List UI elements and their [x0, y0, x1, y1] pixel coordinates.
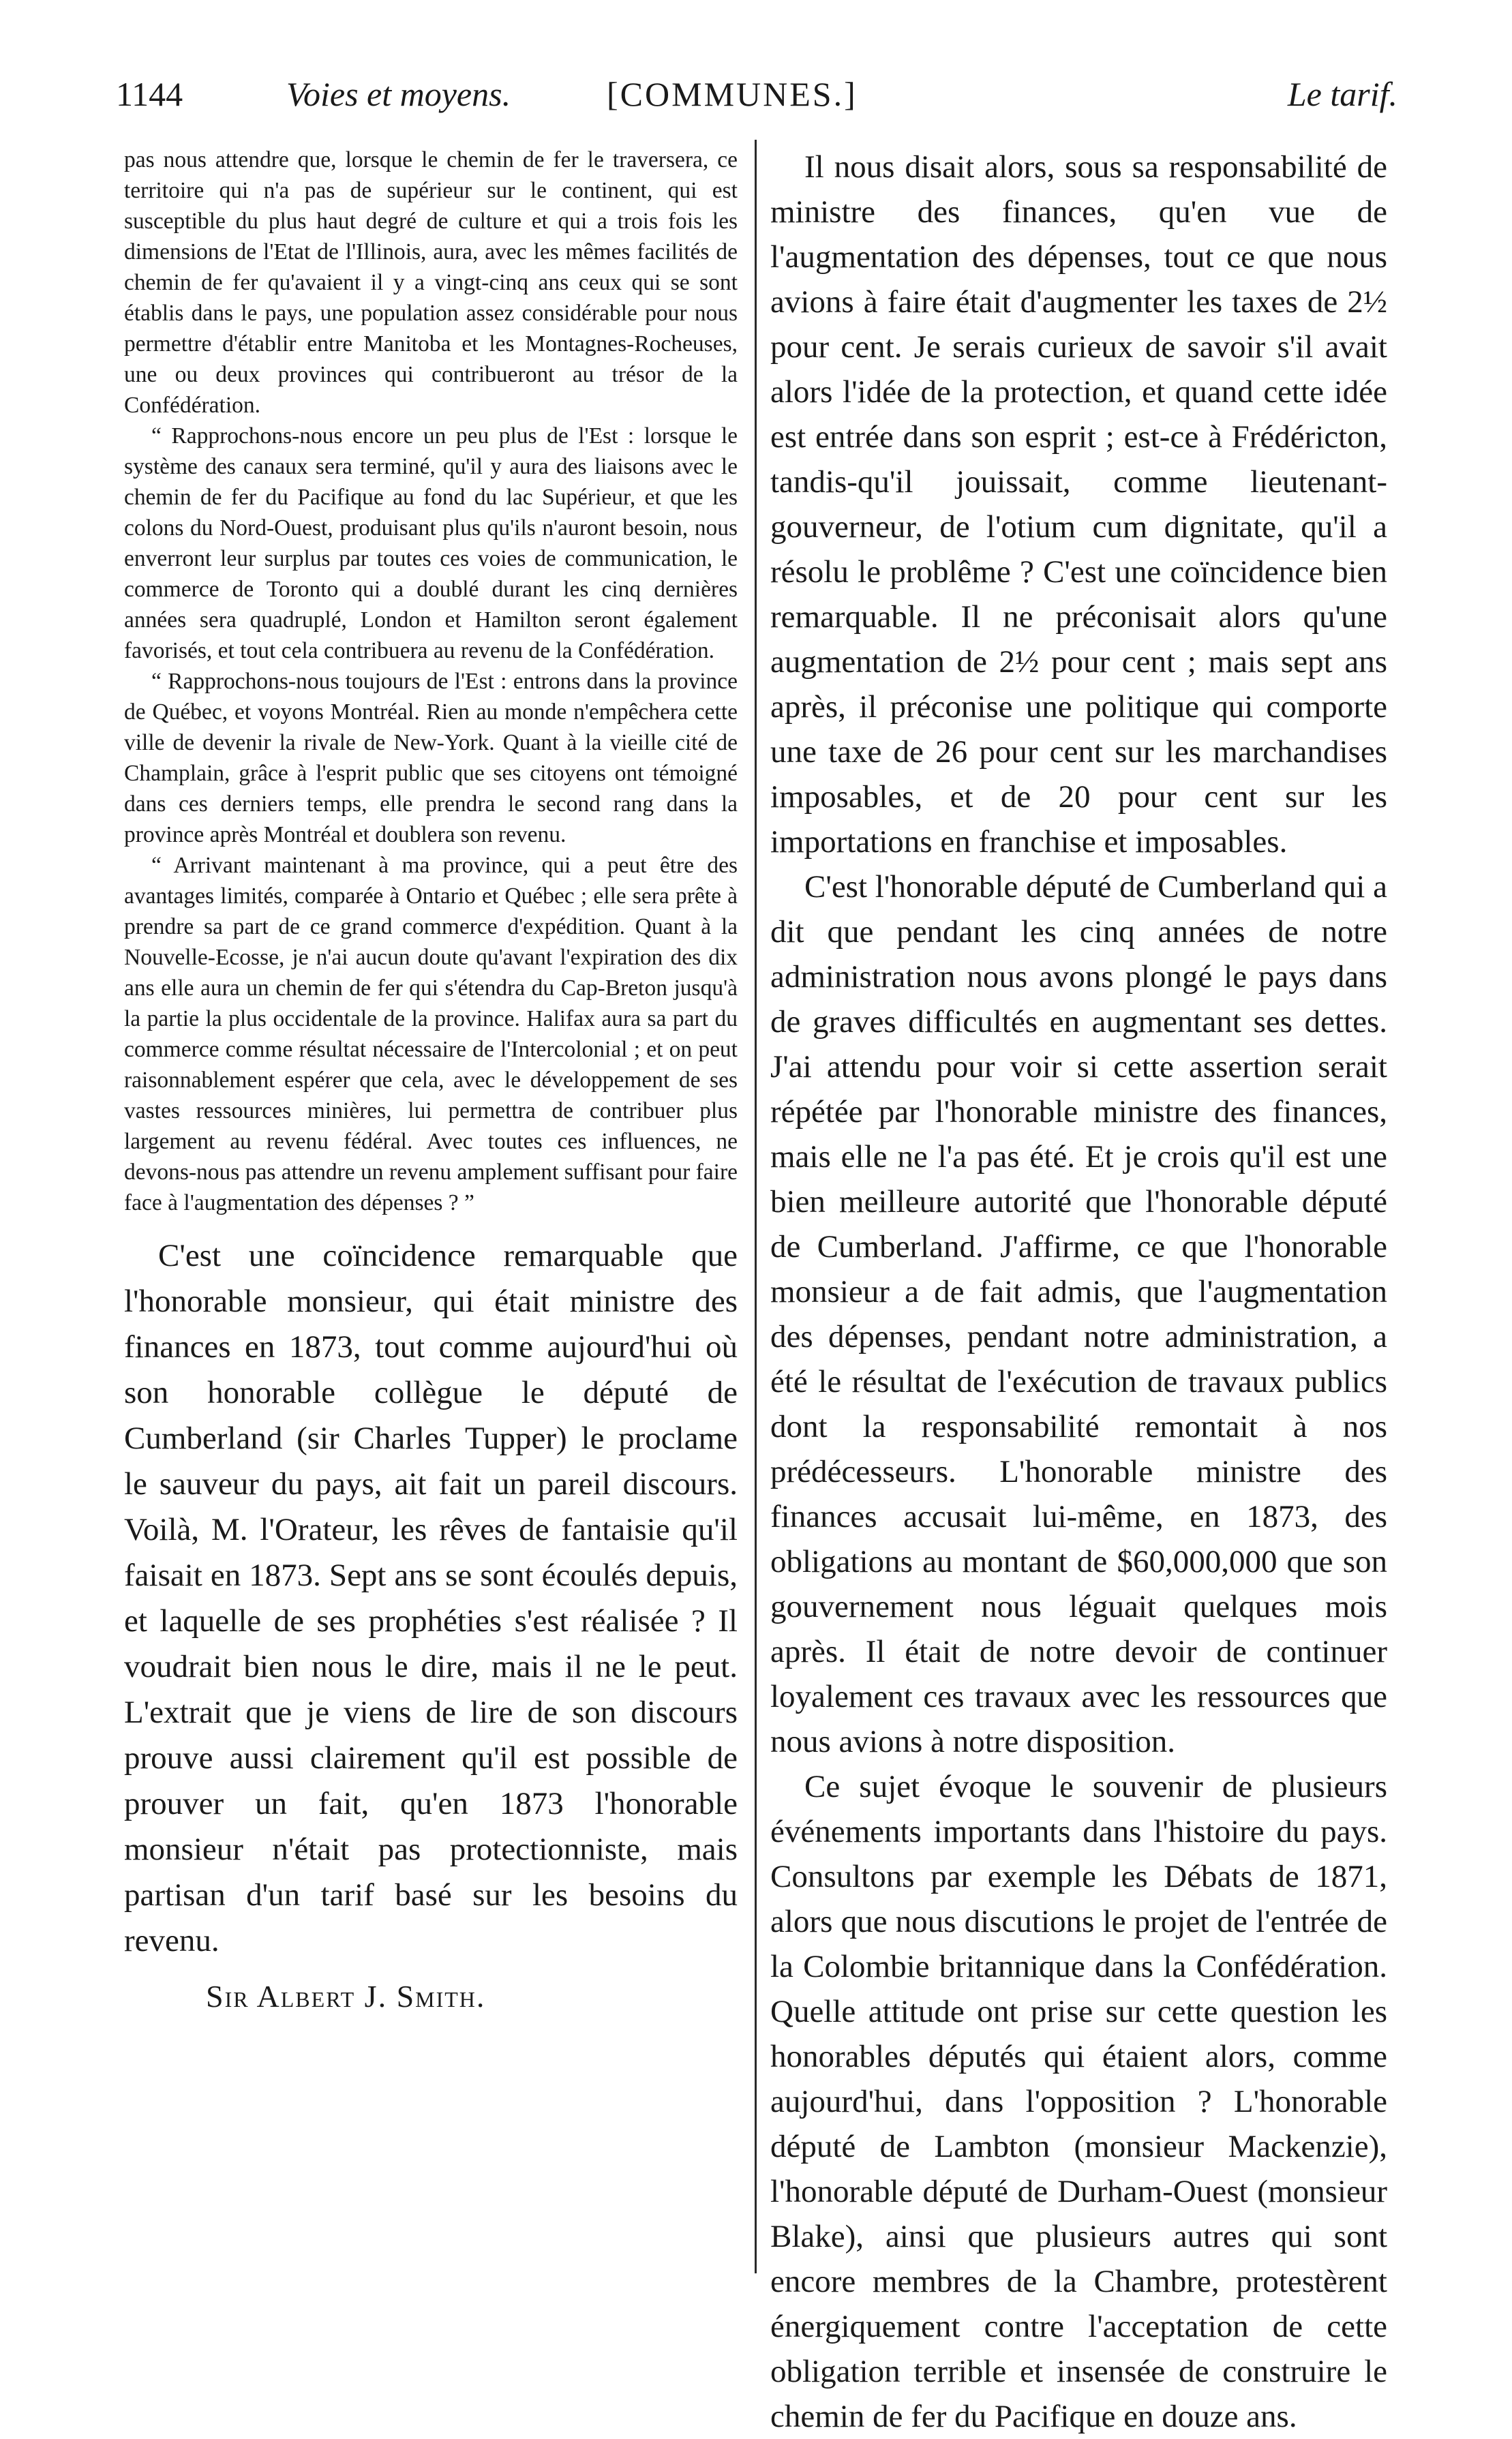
body-paragraph: C'est une coïncidence remarquable que l'honorable monsieur, qui était ministre des finances en 1873, tout comme aujourd'hui où son honorable collègue le député de Cumberland (sir Charles Tupper) le proclame le sauveur du pays, ait fait un pareil discours. Voilà, M. l'Orateur, les rêves de fantaisie qu'il faisait en 1873. Sept ans se sont écoulés depuis, et laquelle de ses prophéties s'est réalisée ? Il voudrait bien nous le dire, mais il ne le peut. L'extrait que je viens de lire de son discours prouve aussi clairement qu'il est possible de prouver un fait, qu'en 1873 l'honorable monsieur n'était pas protectionniste, mais partisan d'un tarif basé sur les besoins du revenu.: [124, 1238, 738, 1958]
speech-body: [124, 1233, 738, 1964]
column-divider: [755, 140, 757, 2273]
quote-paragraph: “ Rapprochons-nous toujours de l'Est : entrons dans la province de Québec, et voyons Montréal. Rien au monde n'empêchera cette ville de devenir la rivale de New-York. Quant à la vieille cité de Champlain, grâce à l'esprit public que ses citoyens ont témoigné dans ces derniers temps, elle prendra le second rang dans la province après Montréal et doublera son revenu.: [124, 669, 738, 847]
right-column: [770, 145, 1387, 2439]
section-title: Voies et moyens.: [286, 75, 511, 113]
body-paragraph: Ce sujet évoque le souvenir de plusieurs événements importants dans l'histoire du pays. Consultons par exemple les Débats de 1871, alors que nous discutions le projet de l'entrée de la Colombie britannique dans la Confédération. Quelle attitude ont prise sur cette question les honorables députés qui étaient alors, comme aujourd'hui, dans l'opposition ? L'honorable député de Lambton (monsieur Mackenzie), l'honorable député de Durham-Ouest (monsieur Blake), ainsi que plusieurs autres qui sont encore membres de la Chambre, protestèrent énergiquement contre l'acceptation de cette obligation terrible et insensée de construire le chemin de fer du Pacifique en douze ans.: [770, 1769, 1387, 2434]
body-paragraph: Il nous disait alors, sous sa responsabilité de ministre des finances, qu'en vue de l'augmentation des dépenses, tout ce que nous avions à faire était d'augmenter les taxes de 2½ pour cent. Je serais curieux de savoir s'il avait alors l'idée de la protection, et quand cette idée est entrée dans son esprit ; est-ce à Frédéricton, tandis-qu'il jouissait, comme lieutenant-gouverneur, de l'otium cum dignitate, qu'il a résolu le problême ? C'est une coïncidence bien remarquable. Il ne préconisait alors qu'une augmentation de 2½ pour cent ; mais sept ans après, il préconise une politique qui comporte une taxe de 26 pour cent sur les marchandises imposables, et de 20 pour cent sur les importations en franchise et imposables.: [770, 149, 1387, 860]
quote-paragraph: “ Rapprochons-nous encore un peu plus de l'Est : lorsque le système des canaux sera terminé, qu'il y aura des liaisons avec le chemin de fer du Pacifique au fond du lac Supérieur, et que les colons du Nord-Ouest, produisant plus qu'ils n'auront besoin, nous enverront leur surplus par toutes ces voies de communication, le commerce de Toronto qui a doublé durant les cinq dernières années sera quadruplé, London et Hamilton seront également favorisés, et tout cela contribuera au revenu de la Confédération.: [124, 423, 738, 663]
left-column: [124, 145, 738, 2017]
chamber-title: [COMMUNES.]: [607, 75, 858, 113]
quoted-speech: [124, 145, 738, 1218]
quote-paragraph: “ Arrivant maintenant à ma province, qui a peut être des avantages limités, comparée à Ontario et Québec ; elle sera prête à prendre sa part de ce grand commerce d'expédition. Quant à la Nouvelle-Ecosse, je n'ai aucun doute qu'avant l'expiration des dix ans elle aura un chemin de fer qui s'étendra du Cap-Breton jusqu'à la partie la plus occidentale de la province. Halifax aura sa part du commerce comme résultat nécessaire de l'Intercolonial ; et on peut raisonnablement espérer que cela, avec le développement de ses vastes ressources minières, lui permettra de contribuer plus largement au revenu fédéral. Avec toutes ces influences, ne devons-nous pas attendre un revenu amplement suffisant pour faire face à l'augmentation des dépenses ? ”: [124, 853, 738, 1215]
page-number: 1144: [116, 75, 183, 113]
quote-paragraph: pas nous attendre que, lorsque le chemin de fer le traversera, ce territoire qui n'a pas de supérieur sur le continent, qui est susceptible du plus haut degré de culture et qui a trois fois les dimensions de l'Etat de l'Illinois, aura, avec les mêmes facilités de chemin de fer qu'avaient il y a vingt-cinq ans ceux qui se sont établis dans le pays, une population assez considérable pour nous permettre d'établir entre Manitoba et les Montagnes-Rocheuses, une ou deux provinces qui contribueront au trésor de la Confédération.: [124, 147, 738, 418]
speaker-signature: Sir Albert J. Smith.: [206, 1979, 486, 2014]
topic-title: Le tarif.: [1287, 75, 1397, 113]
running-header: [116, 74, 1397, 121]
body-paragraph: C'est l'honorable député de Cumberland qui a dit que pendant les cinq années de notre administration nous avons plongé le pays dans de graves difficultés en augmentant ses dettes. J'ai attendu pour voir si cette assertion serait répétée par l'honorable ministre des finances, mais elle ne l'a pas été. Et je crois qu'il est une bien meilleure autorité que l'honorable député de Cumberland. J'affirme, ce que l'honorable monsieur a de fait admis, que l'augmentation des dépenses, pendant notre administration, a été le résultat de l'exécution de travaux publics dont la responsabilité remontait à nos prédécesseurs. L'honorable ministre des finances accusait lui-même, en 1873, des obligations au montant de $60,000,000 que son gouvernement nous léguait quelques mois après. Il était de notre devoir de continuer loyalement ces travaux avec les ressources que nous avions à notre disposition.: [770, 869, 1387, 1759]
